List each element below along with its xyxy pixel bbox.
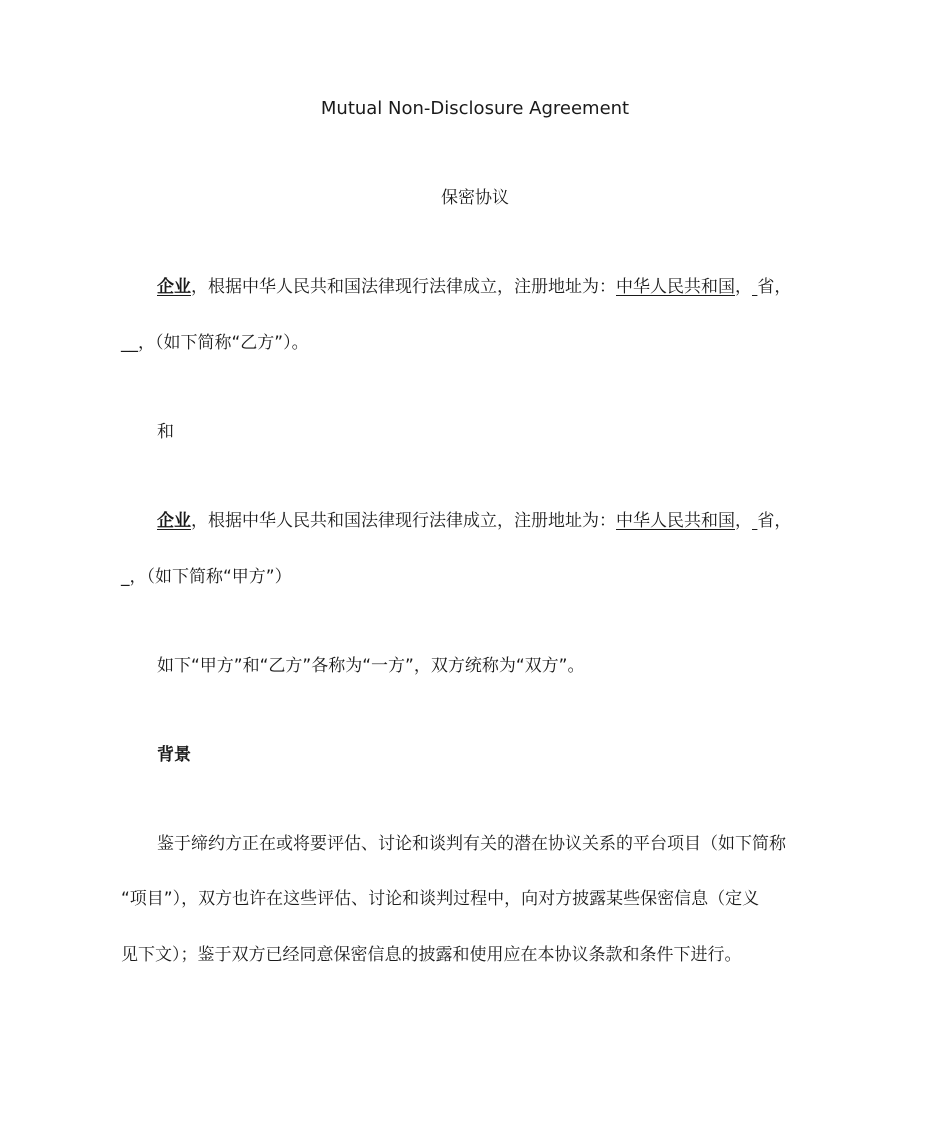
party-a-line-2 xyxy=(121,565,292,589)
party-a-text: ，根据中华人民共和国法律现行法律成立，注册地址为： xyxy=(191,511,616,531)
party-a-line-1 xyxy=(157,509,791,533)
party-a-company: 企业 xyxy=(157,511,191,531)
background-line-3: 见下文）；鉴于双方已经同意保密信息的披露和使用应在本协议条款和条件下进行。 xyxy=(121,945,742,965)
background-line-2: “项目”），双方也许在这些评估、讨论和谈判过程中，向对方披露某些保密信息（定义 xyxy=(121,889,760,909)
party-b-line2-blank: __ xyxy=(121,333,138,353)
definition-paragraph: 如下“甲方”和“乙方”各称为“一方”，双方统称为“双方”。 xyxy=(157,656,585,676)
party-a-line2-text: ，（如下简称“甲方”） xyxy=(129,567,292,587)
party-a-comma: ， xyxy=(735,511,752,531)
and-word: 和 xyxy=(157,422,174,442)
background-line-1: 鉴于缔约方正在或将要评估、讨论和谈判有关的潜在协议关系的平台项目（如下简称 xyxy=(157,834,786,854)
party-a-province: 省， xyxy=(757,511,792,531)
party-b-company: 企业 xyxy=(157,277,191,297)
background-heading: 背景 xyxy=(157,745,191,765)
document-title-chinese: 保密协议 xyxy=(441,188,509,208)
party-b-line2-text: ，（如下简称“乙方”）。 xyxy=(138,333,309,353)
party-a-country: 中华人民共和国 xyxy=(616,511,735,531)
party-b-line-1 xyxy=(157,275,791,299)
party-b-country: 中华人民共和国 xyxy=(616,277,735,297)
party-b-line-2 xyxy=(121,331,309,355)
party-a-line2-blank: _ xyxy=(121,567,130,587)
party-b-text: ，根据中华人民共和国法律现行法律成立，注册地址为： xyxy=(191,277,616,297)
party-b-province: 省， xyxy=(757,277,792,297)
party-b-comma: ， xyxy=(735,277,752,297)
document-title-english: Mutual Non-Disclosure Agreement xyxy=(320,98,630,119)
